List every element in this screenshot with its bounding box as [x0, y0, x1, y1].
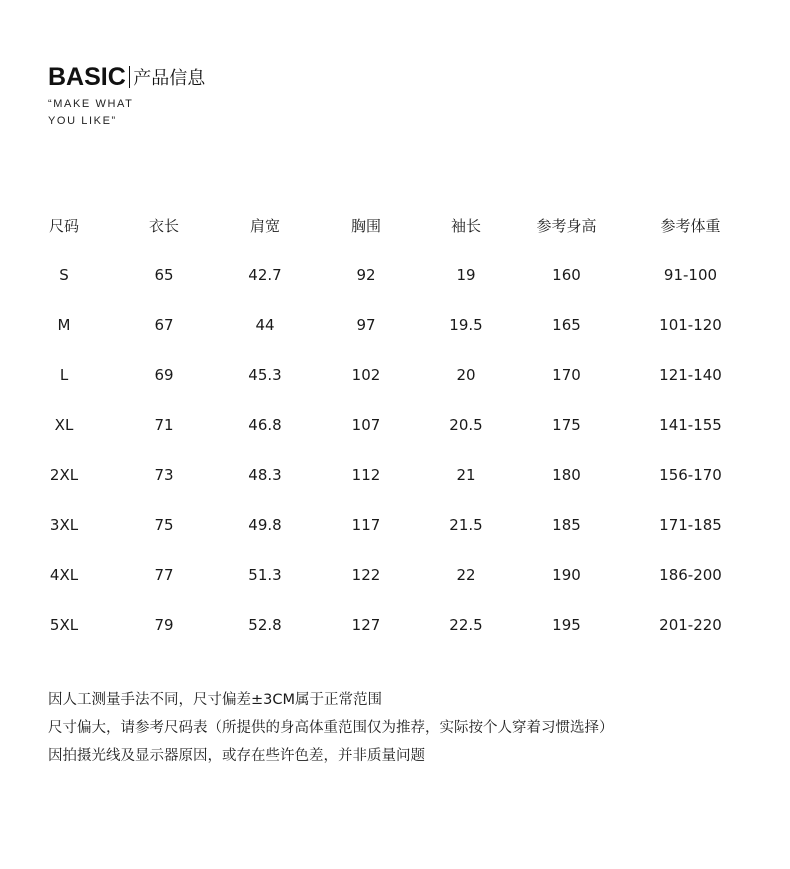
- tagline-line-1: “MAKE WHAT: [48, 98, 134, 110]
- cell-shoulder: 48.3: [248, 466, 282, 484]
- header-height: 参考身高: [536, 216, 597, 235]
- table-header-row: [14, 200, 764, 250]
- cell-shoulder: 51.3: [248, 566, 282, 584]
- cell-chest: 97: [356, 316, 376, 334]
- cell-height: 180: [552, 466, 581, 484]
- cell-weight: 141-155: [659, 416, 722, 434]
- size-table: [14, 200, 764, 650]
- table-row: [14, 450, 764, 500]
- cell-sleeve: 19: [456, 266, 476, 284]
- cell-sleeve: 21.5: [449, 516, 483, 534]
- table-row: [14, 250, 764, 300]
- cell-shoulder: 44: [255, 316, 275, 334]
- cell-length: 73: [154, 466, 174, 484]
- note-sizing: 尺寸偏大，请参考尺码表（所提供的身高体重范围仅为推荐，实际按个人穿着习惯选择）: [48, 720, 614, 736]
- cell-weight: 186-200: [659, 566, 722, 584]
- table-row: [14, 300, 764, 350]
- cell-size: 4XL: [49, 566, 79, 584]
- cell-weight: 101-120: [659, 316, 722, 334]
- notes: [48, 686, 614, 770]
- cell-sleeve: 22.5: [449, 616, 483, 634]
- cell-weight: 121-140: [659, 366, 722, 384]
- cell-shoulder: 46.8: [248, 416, 282, 434]
- cell-weight: 171-185: [659, 516, 722, 534]
- cell-weight: 201-220: [659, 616, 722, 634]
- table-row: [14, 500, 764, 550]
- cell-sleeve: 19.5: [449, 316, 483, 334]
- cell-height: 185: [552, 516, 581, 534]
- cell-height: 160: [552, 266, 581, 284]
- cell-height: 195: [552, 616, 581, 634]
- tagline: [48, 96, 205, 130]
- cell-height: 190: [552, 566, 581, 584]
- cell-height: 165: [552, 316, 581, 334]
- note-color: 因拍摄光线及显示器原因，或存在些许色差，并非质量问题: [48, 748, 425, 764]
- cell-length: 77: [154, 566, 174, 584]
- header-chest: 胸围: [350, 216, 381, 235]
- header-size: 尺码: [48, 216, 79, 235]
- cell-size: S: [59, 266, 69, 284]
- cell-length: 65: [154, 266, 174, 284]
- cell-size: L: [59, 366, 69, 384]
- tagline-line-2: YOU LIKE”: [48, 115, 117, 127]
- cell-weight: 91-100: [663, 266, 718, 284]
- cell-length: 79: [154, 616, 174, 634]
- cell-chest: 117: [351, 516, 381, 534]
- cell-sleeve: 20: [456, 366, 476, 384]
- cell-length: 69: [154, 366, 174, 384]
- cell-shoulder: 45.3: [248, 366, 282, 384]
- cell-chest: 92: [356, 266, 376, 284]
- cell-chest: 112: [351, 466, 381, 484]
- brand-divider: [129, 66, 131, 88]
- cell-chest: 127: [351, 616, 381, 634]
- page-header: [48, 62, 205, 130]
- cell-size: M: [57, 316, 71, 334]
- table-row: [14, 600, 764, 650]
- table-row: [14, 550, 764, 600]
- cell-shoulder: 49.8: [248, 516, 282, 534]
- cell-size: 5XL: [49, 616, 79, 634]
- cell-size: 2XL: [49, 466, 79, 484]
- page-title: 产品信息: [133, 68, 206, 89]
- cell-shoulder: 52.8: [248, 616, 282, 634]
- cell-size: XL: [54, 416, 74, 434]
- note-measurement: 因人工测量手法不同，尺寸偏差±3CM属于正常范围: [48, 692, 383, 708]
- brand-line: [48, 62, 205, 92]
- header-sleeve: 袖长: [450, 216, 481, 235]
- table-row: [14, 350, 764, 400]
- header-weight: 参考体重: [660, 216, 721, 235]
- cell-length: 67: [154, 316, 174, 334]
- cell-sleeve: 21: [456, 466, 476, 484]
- brand-logo: BASIC: [48, 62, 126, 91]
- cell-sleeve: 20.5: [449, 416, 483, 434]
- cell-weight: 156-170: [659, 466, 722, 484]
- cell-size: 3XL: [49, 516, 79, 534]
- cell-chest: 102: [351, 366, 381, 384]
- cell-chest: 122: [351, 566, 381, 584]
- cell-height: 170: [552, 366, 581, 384]
- cell-height: 175: [552, 416, 581, 434]
- header-length: 衣长: [148, 216, 179, 235]
- cell-length: 75: [154, 516, 174, 534]
- cell-sleeve: 22: [456, 566, 476, 584]
- header-shoulder: 肩宽: [249, 216, 280, 235]
- cell-length: 71: [154, 416, 174, 434]
- cell-chest: 107: [351, 416, 381, 434]
- cell-shoulder: 42.7: [248, 266, 282, 284]
- table-row: [14, 400, 764, 450]
